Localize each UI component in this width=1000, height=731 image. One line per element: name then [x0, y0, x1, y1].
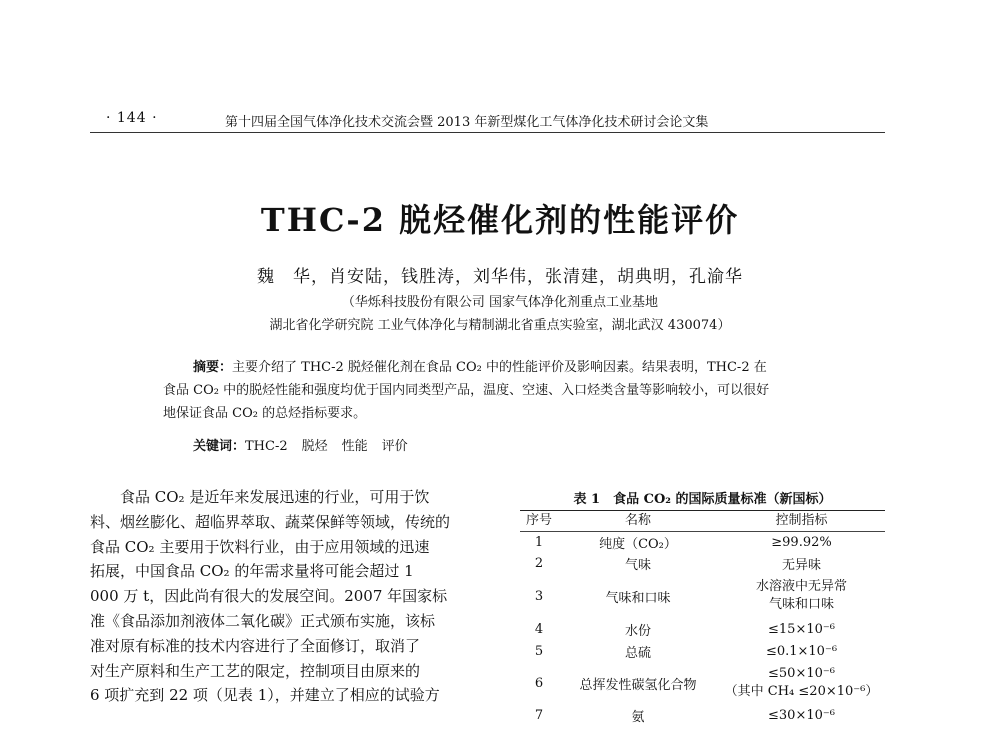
body-line: 000 万 t，因此尚有很大的发展空间。2007 年国家标: [90, 587, 448, 606]
abstract-line: 食品 CO₂ 中的脱烃性能和强度均优于国内同类型产品，温度、空速、入口烃类含量等影响较小，可以很好: [163, 383, 770, 398]
paper-title: THC-2 脱烃催化剂的性能评价: [260, 201, 740, 239]
body-line: 食品 CO₂ 主要用于饮料行业，由于应用领域的迅速: [90, 537, 430, 556]
row-number: 3: [534, 588, 544, 604]
control-value: ≥99.92%: [771, 534, 832, 550]
row-number: 7: [534, 707, 544, 723]
body-line: 食品 CO₂ 是近年来发展迅速的行业，可用于饮: [120, 488, 430, 506]
body-line: 拓展，中国食品 CO₂ 的年需求量将可能会超过 1: [90, 562, 414, 581]
body-line: 对生产原料和生产工艺的限定，控制项目由原来的: [90, 661, 421, 680]
body-line: 料、烟丝膨化、超临界萃取、蔬菜保鲜等领域，传统的: [90, 512, 451, 531]
abstract-line: 地保证食品 CO₂ 的总烃指标要求。: [163, 406, 367, 421]
item-name: 水份: [624, 623, 651, 639]
author-list: 魏 华，肖安陆，钱胜涛，刘华伟，张清建，胡典明，孔渝华: [257, 267, 743, 287]
table-row: [520, 532, 885, 552]
abstract-line: 摘要：主要介绍了 THC-2 脱烃催化剂在食品 CO₂ 中的性能评价及影响因素。结果表明，THC-2 在: [193, 360, 767, 375]
item-name: 氨: [631, 709, 645, 725]
running-header-title: 第十四届全国气体净化技术交流会暨 2013 年新型煤化工气体净化技术研讨会论文集: [225, 115, 709, 130]
control-value: ≤30×10⁻⁶: [768, 707, 835, 723]
page-number: · 144 ·: [106, 110, 158, 126]
affiliation-line: 湖北省化学研究院 工业气体净化与精制湖北省重点实验室，湖北武汉 430074）: [269, 318, 731, 333]
quality-standard-table: [520, 510, 885, 726]
keyword: 性能: [341, 439, 368, 454]
table-header-cell: 序号: [525, 513, 552, 528]
row-number: 4: [534, 621, 544, 637]
table-row: [520, 704, 885, 726]
item-name: 总挥发性碳氢化合物: [579, 677, 697, 693]
body-line: 准对原有标准的技术内容进行了全面修订，取消了: [90, 636, 421, 655]
table-row: [520, 662, 885, 704]
running-header-bar: [90, 110, 885, 133]
row-number: 5: [534, 643, 544, 659]
item-name: 气味: [624, 557, 651, 573]
table-header-cell: 控制指标: [775, 513, 828, 528]
control-value: ≤0.1×10⁻⁶: [765, 643, 838, 659]
keyword: THC-2: [245, 439, 288, 454]
abstract-label: 摘要：: [193, 360, 233, 375]
row-number: 1: [534, 534, 544, 550]
body-paragraph: [90, 485, 490, 708]
item-name: 气味和口味: [605, 590, 671, 606]
item-name: 总硫: [624, 645, 651, 661]
item-name: 纯度（CO₂）: [599, 536, 677, 552]
row-number: 6: [534, 675, 544, 691]
table-row: [520, 640, 885, 662]
keywords: [193, 435, 422, 454]
table-row: [520, 552, 885, 574]
keywords-label: 关键词：: [193, 439, 246, 454]
affiliation-line: （华烁科技股份有限公司 国家气体净化剂重点工业基地: [341, 295, 659, 310]
abstract: [163, 356, 843, 425]
control-value: 水溶液中无异常 气味和口味: [755, 579, 847, 612]
keyword: 脱烃: [301, 439, 328, 454]
keyword: 评价: [381, 439, 408, 454]
control-value: ≤50×10⁻⁶ （其中 CH₄ ≤20×10⁻⁶）: [724, 666, 879, 699]
table-row: [520, 618, 885, 640]
table-header-cell: 名称: [624, 513, 651, 528]
table-header-row: [520, 511, 885, 532]
table-row: [520, 574, 885, 618]
control-value: ≤15×10⁻⁶: [768, 621, 835, 637]
control-value: 无异味: [781, 557, 821, 573]
table-title: 表 1 食品 CO₂ 的国际质量标准（新国标）: [573, 492, 832, 507]
body-line: 准《食品添加剂液体二氧化碳》正式颁布实施，该标: [90, 611, 436, 630]
body-line: 6 项扩充到 22 项（见表 1），并建立了相应的试验方: [90, 686, 440, 705]
row-number: 2: [534, 555, 544, 571]
